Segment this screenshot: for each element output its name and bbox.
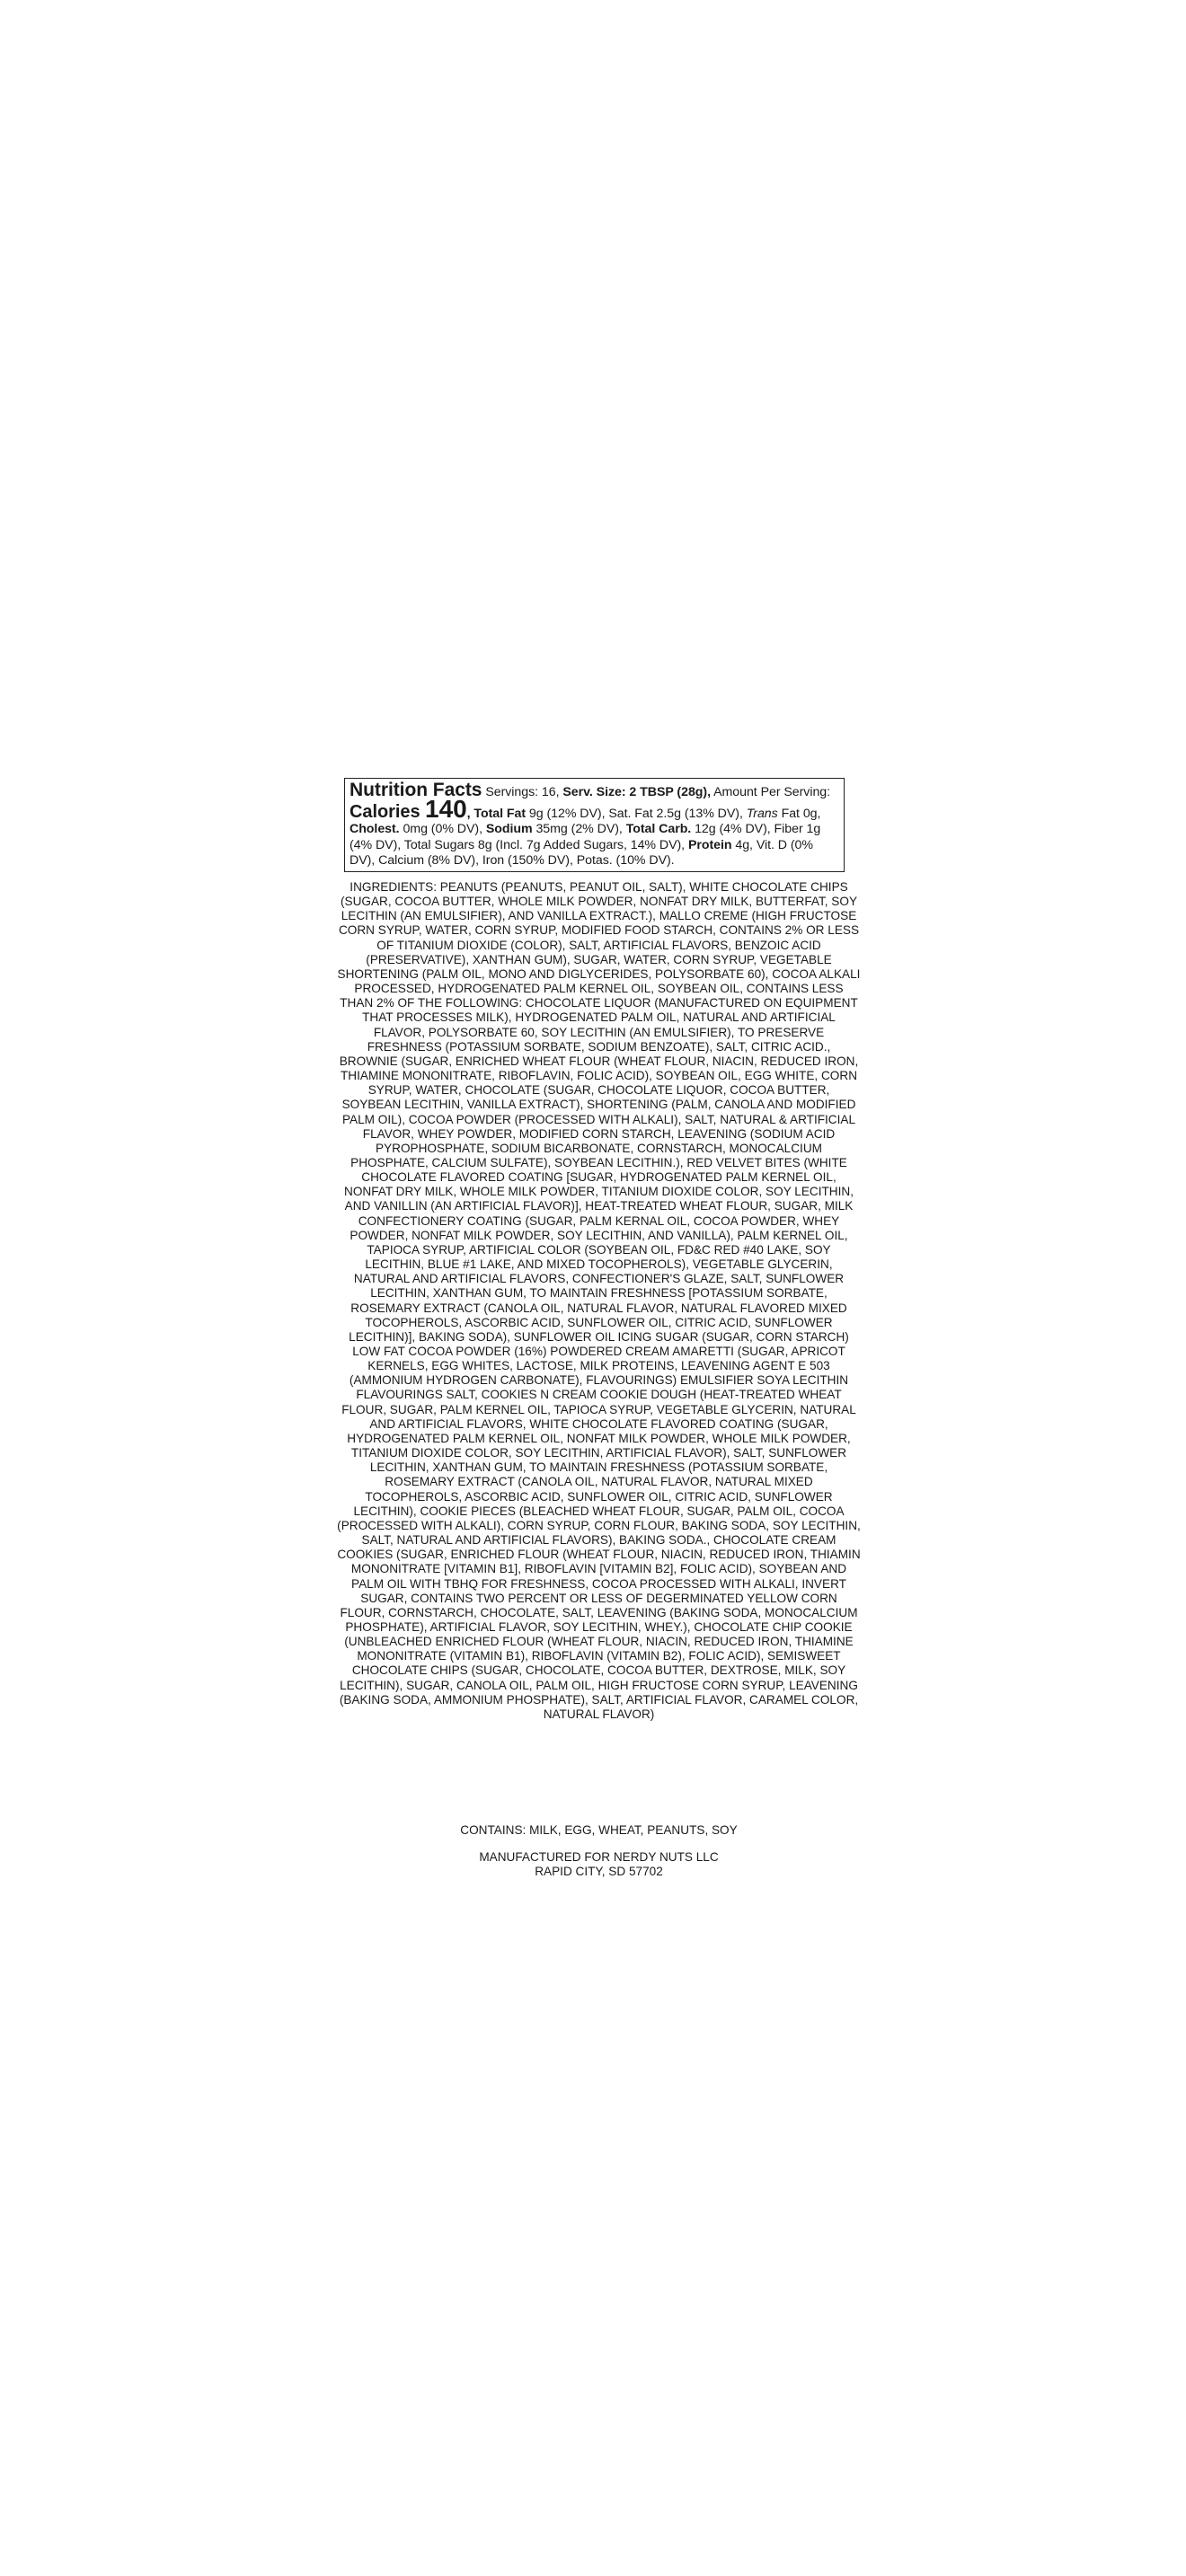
sodium-value: 35mg (2% DV), [532,822,626,837]
cholesterol-value: 0mg (0% DV), [399,822,486,837]
product-label-panel [337,744,861,1911]
nutrition-facts-box [344,778,845,872]
manufacturer-block [337,1850,861,1879]
manufacturer-name: MANUFACTURED FOR NERDY NUTS LLC [479,1850,719,1864]
protein-label: Protein [687,837,732,852]
cholesterol-label: Cholest. [350,822,400,837]
trans-fat-label: Trans [746,806,778,821]
servings-text: Servings: 16, [482,785,563,799]
total-fat-label: Total Fat [474,806,527,821]
total-carb-value: 12g (4% DV), Fiber 1g (4% DV), Total Sugars 8g (Incl. 7g Added Sugars, 14% DV), [350,822,821,852]
total-carb-label: Total Carb. [625,822,692,837]
nutrition-facts-title: Nutrition Facts [350,780,482,800]
calories-label: Calories [350,801,426,822]
amount-per-serving-text: Amount Per Serving: [710,785,831,799]
protein-value: 4g, Vit. D (0% DV), Calcium (8% DV), Iron (150% DV), Potas. (10% DV). [350,837,813,869]
total-fat-value: 9g (12% DV), Sat. Fat 2.5g (13% DV), [526,806,747,821]
allergen-statement: CONTAINS: MILK, EGG, WHEAT, PEANUTS, SOY [460,1823,738,1837]
sodium-label: Sodium [485,822,533,837]
ingredients-block [337,880,861,1722]
calories-comma: , [466,806,474,821]
serving-size: Serv. Size: 2 TBSP (28g), [562,785,711,799]
manufacturer-address: RAPID CITY, SD 57702 [535,1865,663,1878]
calories-value: 140 [425,794,467,823]
ingredients-text: INGREDIENTS: PEANUTS (PEANUTS, PEANUT OIL, SALT), WHITE CHOCOLATE CHIPS (SUGAR, COCOA BUTTER, WHOLE MILK POWDER, NONFAT DRY MILK, BUTTERFAT, SOY LECITHIN (AN EMULSIFIER), AND VANILLA EXTRACT.), MALLO CREME (HIGH FRUCTOSE CORN SYRUP, WATER, CORN SYRUP, MODIFIED FOOD STARCH, CONTAINS 2% OR LESS OF TITANIUM DIOXIDE (COLOR), SALT, ARTIFICIAL FLAVORS, BENZOIC ACID (PRESERVATIVE), XANTHAN GUM), SUGAR, WATER, CORN SYRUP, VEGETABLE SHORTENING (PALM OIL, MONO AND DIGLYCERIDES, POLYSORBATE 60), COCOA ALKALI PROCESSED, HYDROGENATED PALM KERNEL OIL, SOYBEAN OIL, CONTAINS LESS THAN 2% OF THE FOLLOWING: CHOCOLATE LIQUOR (MANUFACTURED ON EQUIPMENT THAT PROCESSES MILK), HYDROGENATED PALM OIL, NATURAL AND ARTIFICIAL FLAVOR, POLYSORBATE 60, SOY LECITHIN (AN EMULSIFIER), TO PRESERVE FRESHNESS (POTASSIUM SORBATE, SODIUM BENZOATE), SALT, CITRIC ACID., BROWNIE (SUGAR, ENRICHED WHEAT FLOUR (WHEAT FLOUR, NIACIN, REDUCED IRON, THIAMINE MONONITRATE, RIBOFLAVIN, FOLIC ACID), SOYBEAN OIL, EGG WHITE, CORN SYRUP, WATER, CHOCOLATE (SUGAR, CHOCOLATE LIQUOR, COCOA BUTTER, SOYBEAN LECITHIN, VANILLA EXTRACT), SHORTENING (PALM, CANOLA AND MODIFIED PALM OIL), COCOA POWDER (PROCESSED WITH ALKALI), SALT, NATURAL & ARTIFICIAL FLAVOR, WHEY POWDER, MODIFIED CORN STARCH, LEAVENING (SODIUM ACID PYROPHOSPHATE, SODIUM BICARBONATE, CORNSTARCH, MONOCALCIUM PHOSPHATE, CALCIUM SULFATE), SOYBEAN LECITHIN.), RED VELVET BITES (WHITE CHOCOLATE FLAVORED COATING [SUGAR, HYDROGENATED PALM KERNEL OIL, NONFAT DRY MILK, WHOLE MILK POWDER, TITANIUM DIOXIDE COLOR, SOY LECITHIN, AND VANILLIN (AN ARTIFICIAL FLAVOR)], HEAT-TREATED WHEAT FLOUR, SUGAR, MILK CONFECTIONERY COATING (SUGAR, PALM KERNAL OIL, COCOA POWDER, WHEY POWDER, NONFAT MILK POWDER, SOY LECITHIN, AND VANILLA), PALM KERNEL OIL, TAPIOCA SYRUP, ARTIFICIAL COLOR (SOYBEAN OIL, FD&C RED #40 LAKE, SOY LECITHIN, BLUE #1 LAKE, AND MIXED TOCOPHEROLS), VEGETABLE GLYCERIN, NATURAL AND ARTIFICIAL FLAVORS, CONFECTIONER'S GLAZE, SALT, SUNFLOWER LECITHIN, XANTHAN GUM, TO MAINTAIN FRESHNESS [POTASSIUM SORBATE, ROSEMARY EXTRACT (CANOLA OIL, NATURAL FLAVOR, NATURAL FLAVORED MIXED TOCOPHEROLS, ASCORBIC ACID, SUNFLOWER OIL, CITRIC ACID, SUNFLOWER LECITHIN)], BAKING SODA), SUNFLOWER OIL ICING SUGAR (SUGAR, CORN STARCH) LOW FAT COCOA POWDER (16%) POWDERED CREAM AMARETTI (SUGAR, APRICOT KERNELS, EGG WHITES, LACTOSE, MILK PROTEINS, LEAVENING AGENT E 503 (AMMONIUM HYDROGEN CARBONATE), FLAVOURINGS) EMULSIFIER SOYA LECITHIN FLAVOURINGS SALT, COOKIES N CREAM COOKIE DOUGH (HEAT-TREATED WHEAT FLOUR, SUGAR, PALM KERNEL OIL, TAPIOCA SYRUP, VEGETABLE GLYCERIN, NATURAL AND ARTIFICIAL FLAVORS, WHITE CHOCOLATE FLAVORED COATING (SUGAR, HYDROGENATED PALM KERNEL OIL, NONFAT MILK POWDER, WHOLE MILK POWDER, TITANIUM DIOXIDE COLOR, SOY LECITHIN, ARTIFICIAL FLAVOR), SALT, SUNFLOWER LECITHIN, XANTHAN GUM, TO MAINTAIN FRESHNESS (POTASSIUM SORBATE, ROSEMARY EXTRACT (CANOLA OIL, NATURAL FLAVOR, NATURAL MIXED TOCOPHEROLS, ASCORBIC ACID, SUNFLOWER OIL, CITRIC ACID, SUNFLOWER LECITHIN), COOKIE PIECES (BLEACHED WHEAT FLOUR, SUGAR, PALM OIL, COCOA (PROCESSED WITH ALKALI), CORN SYRUP, CORN FLOUR, BAKING SODA, SOY LECITHIN, SALT, NATURAL AND ARTIFICIAL FLAVORS), BAKING SODA., CHOCOLATE CREAM COOKIES (SUGAR, ENRICHED FLOUR (WHEAT FLOUR, NIACIN, REDUCED IRON, THIAMIN MONONITRATE [VITAMIN B1], RIBOFLAVIN [VITAMIN B2], FOLIC ACID), SOYBEAN AND PALM OIL WITH TBHQ FOR FRESHNESS, COCOA PROCESSED WITH ALKALI, INVERT SUGAR, CONTAINS TWO PERCENT OR LESS OF DEGERMINATED YELLOW CORN FLOUR, CORNSTARCH, CHOCOLATE, SALT, LEAVENING (BAKING SODA, MONOCALCIUM PHOSPHATE), ARTIFICIAL FLAVOR, SOY LECITHIN, WHEY.), CHOCOLATE CHIP COOKIE (UNBLEACHED ENRICHED FLOUR (WHEAT FLOUR, NIACIN, REDUCED IRON, THIAMINE MONONITRATE (VITAMIN B1), RIBOFLAVIN (VITAMIN B2), FOLIC ACID), SEMISWEET CHOCOLATE CHIPS (SUGAR, CHOCOLATE, COCOA BUTTER, DEXTROSE, MILK, SOY LECITHIN), SUGAR, CANOLA OIL, PALM OIL, HIGH FRUCTOSE CORN SYRUP, LEAVENING (BAKING SODA, AMMONIUM PHOSPHATE), SALT, ARTIFICIAL FLAVOR, CARAMEL COLOR, NATURAL FLAVOR) [337,880,861,1721]
trans-fat-value: Fat 0g, [777,806,821,821]
